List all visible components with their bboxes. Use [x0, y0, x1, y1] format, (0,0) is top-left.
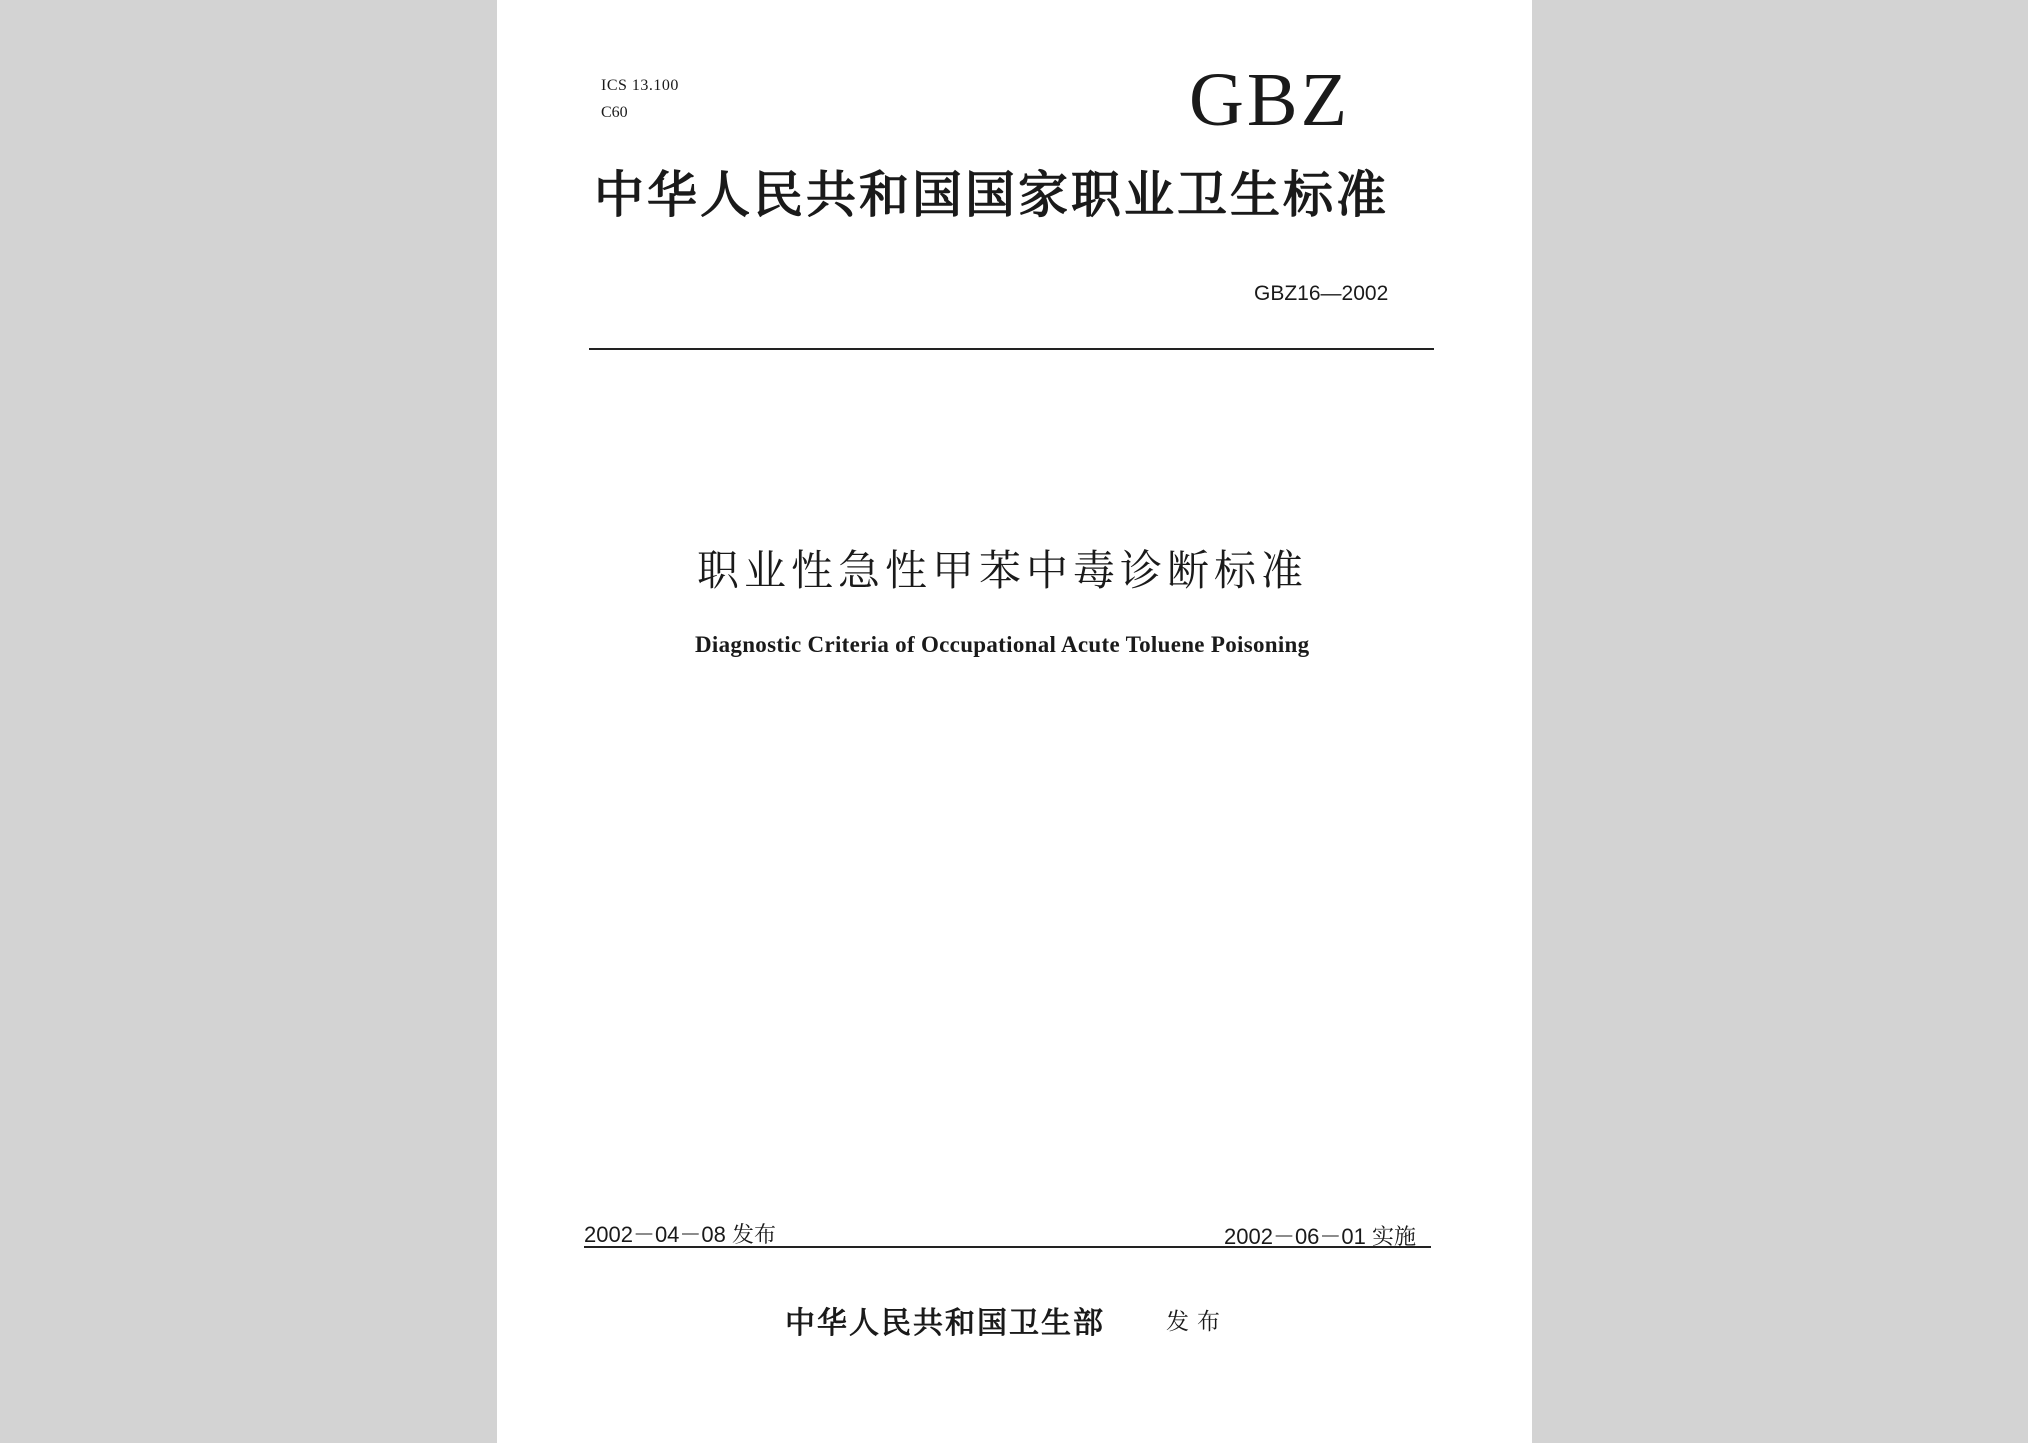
header-divider: [589, 348, 1434, 350]
document-title-en: Diagnostic Criteria of Occupational Acute Toluene Poisoning: [695, 632, 1310, 657]
national-standard-title: 中华人民共和国国家职业卫生标准: [594, 166, 1389, 224]
document-page: [497, 0, 1532, 1443]
footer-divider: [584, 1246, 1431, 1248]
ccs-code: C60: [601, 104, 628, 121]
standard-number: GBZ16—2002: [1254, 282, 1389, 305]
gbz-logo: GBZ: [1189, 58, 1350, 142]
issue-date: 2002－04－08 发布: [584, 1222, 776, 1247]
issued-label: 发布: [1166, 1309, 1228, 1335]
document-title-cn: 职业性急性甲苯中毒诊断标准: [697, 546, 1309, 595]
ics-code: ICS 13.100: [601, 77, 679, 94]
implementation-date: 2002－06－01 实施: [1224, 1224, 1416, 1249]
issuing-authority: 中华人民共和国卫生部: [785, 1306, 1105, 1341]
